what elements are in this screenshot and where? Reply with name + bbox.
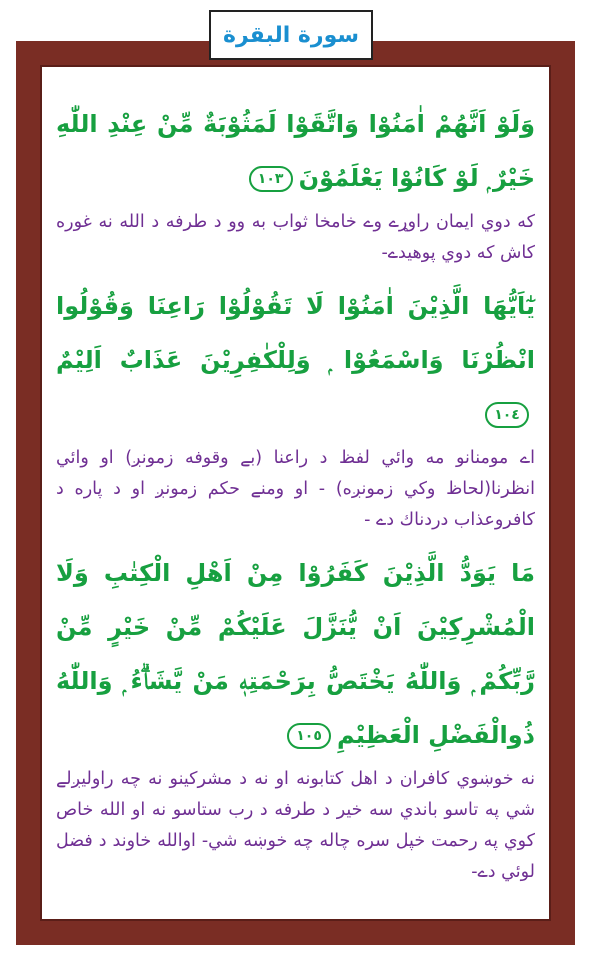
- ayah-number-marker: ١٠٣: [249, 166, 293, 192]
- pashto-translation: اے مومنانو مه وائي لفظ د راعنا (بے وقوفه زمونږ) او وائي انظرنا(لحاظ وكي زمونږه) - او ومنے حكم زمونږ او د پاره د كافروعذاب دردناك دے -: [56, 448, 535, 530]
- page-frame: [16, 41, 575, 945]
- arabic-text: وَلَوْ اَنَّهُمْ اٰمَنُوْا وَاتَّقَوْا لَمَثُوْبَةٌ مِّنْ عِنْدِ اللّٰهِ خَيْرٌ ۭ لَوْ كَانُوْا يَعْلَمُوْنَ: [56, 110, 535, 192]
- arabic-verse: [56, 279, 535, 441]
- pashto-translation: نه خوښوي كافران د اهل كتابونه او نه د مشركينو نه چه راوليږلے شي په تاسو باندي سه خير د طرفه د رب ستاسو نه او الله خاص كوي په رحمت خپل سره چاله چه خوښه شي- اوالله خاوند د فضل لوئي دے-: [56, 769, 535, 882]
- surah-title: سورة البقرة: [209, 10, 373, 60]
- arabic-text: مَا يَوَدُّ الَّذِيْنَ كَفَرُوْا مِنْ اَھْلِ الْكِتٰبِ وَلَا الْمُشْرِكِيْنَ اَنْ يُّنَزَّلَ عَلَيْكُمْ مِّنْ خَيْرٍ مِّنْ رَّبِّكُمْ ۭ وَاللّٰهُ يَخْتَصُّ بِرَحْمَتِهٖ مَنْ يَّشَاۗءُ ۭ وَاللّٰهُ ذُوالْفَضْلِ الْعَظِيْمِ: [56, 559, 535, 749]
- ayah-number-marker: ١٠٤: [485, 402, 529, 428]
- ayah-number-marker: ١٠٥: [287, 723, 331, 749]
- content-area: [40, 65, 551, 921]
- arabic-verse: [56, 546, 535, 762]
- pashto-translation: كه دوي ايمان راوړے وے خامخا ثواب به وو د طرفه د الله نه غوره كاش كه دوي پوهيدے-: [56, 212, 535, 263]
- arabic-verse: [56, 97, 535, 205]
- arabic-text: يٰٓاَيُّهَا الَّذِيْنَ اٰمَنُوْا لَا تَقُوْلُوْا رَاعِنَا وَقُوْلُوا انْظُرْنَا وَاسْمَعُوْا ۭ وَلِلْكٰفِرِيْنَ عَذَابٌ اَلِيْمٌ: [56, 292, 535, 374]
